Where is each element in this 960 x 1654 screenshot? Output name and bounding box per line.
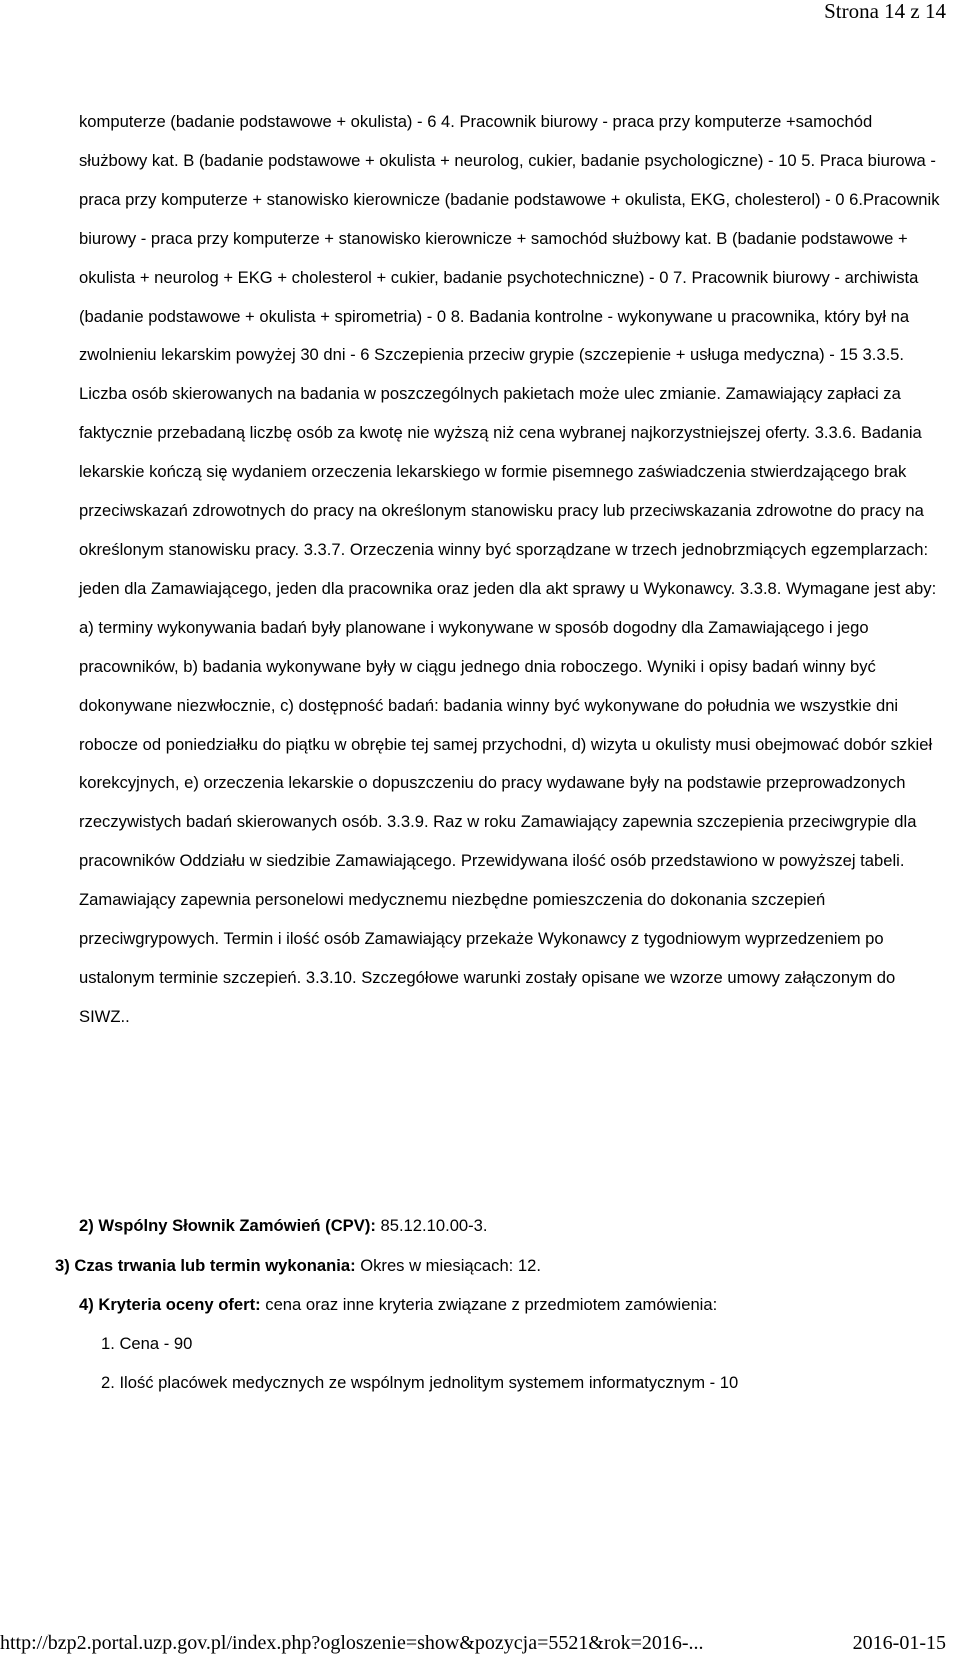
cpv-value: 85.12.10.00-3. [375,1216,488,1235]
criteria-item-facilities: 2. Ilość placówek medycznych ze wspólnym jednolitym systemem informatycznym - 10 [101,1373,739,1392]
footer-url: http://bzp2.portal.uzp.gov.pl/index.php?ogloszenie=show&pozycja=5521&rok=2016-... [0,1632,704,1654]
criteria-line [79,1295,717,1315]
criteria-value: cena oraz inne kryteria związane z przedmiotem zamówienia: [260,1295,718,1314]
criteria-label: 4) Kryteria oceny ofert: [79,1295,261,1314]
duration-label: 3) Czas trwania lub termin wykonania: [55,1256,356,1275]
duration-value: Okres w miesiącach: 12. [355,1256,541,1275]
duration-line [55,1256,541,1276]
footer-date: 2016-01-15 [852,1632,946,1654]
cpv-line [79,1216,488,1236]
body-paragraph: komputerze (badanie podstawowe + okulista) - 6 4. Pracownik biurowy - praca przy komputerze +samochód służbowy kat. B (badanie podstawowe + okulista + neurolog, cukier, badanie psychologiczne) - 10 5. Praca biurowa -praca przy komputerze + stanowisko kierownicze (badanie podstawowe + okulista, EKG, cholesterol) - 0 6.Pracownik biurowy - praca przy komputerze + stanowisko kierownicze + samochód służbowy kat. B (badanie podstawowe + okulista + neurolog + EKG + cholesterol + cukier, badanie psychotechniczne) - 0 7. Pracownik biurowy - archiwista (badanie podstawowe + okulista + spirometria) - 0 8. Badania kontrolne - wykonywane u pracownika, który był na zwolnieniu lekarskim powyżej 30 dni - 6 Szczepienia przeciw grypie (szczepienie + usługa medyczna) - 15 3.3.5. Liczba osób skierowanych na badania w poszczególnych pakietach może ulec zmianie. Zamawiający zapłaci za faktycznie przebadaną liczbę osób za kwotę nie wyższą niż cena wybranej najkorzystniejszej oferty. 3.3.6. Badania lekarskie kończą się wydaniem orzeczenia lekarskiego w formie pisemnego zaświadczenia stwierdzającego brak przeciwskazań zdrowotnych do pracy na określonym stanowisku pracy lub przeciwskazania zdrowotne do pracy na określonym stanowisku pracy. 3.3.7. Orzeczenia winny być sporządzane w trzech jednobrzmiących egzemplarzach: jeden dla Zamawiającego, jeden dla pracownika oraz jeden dla akt sprawy u Wykonawcy. 3.3.8. Wymagane jest aby: a) terminy wykonywania badań były planowane i wykonywane w sposób dogodny dla Zamawiającego i jego pracowników, b) badania wykonywane były w ciągu jednego dnia roboczego. Wyniki i opisy badań winny być dokonywane niezwłocznie, c) dostępność badań: badania winny być wykonywane do południa we wszystkie dni robocze od poniedziałku do piątku w obrębie tej samej przychodni, d) wizyta u okulisty musi obejmować dobór szkieł korekcyjnych, e) orzeczenia lekarskie o dopuszczeniu do pracy wydawane były na podstawie przeprowadzonych rzeczywistych badań skierowanych osób. 3.3.9. Raz w roku Zamawiający zapewnia szczepienia przeciwgrypie dla pracowników Oddziału w siedzibie Zamawiającego. Przewidywana ilość osób przedstawiono w powyższej tabeli. Zamawiający zapewnia personelowi medycznemu niezbędne pomieszczenia do dokonania szczepień przeciwgrypowych. Termin i ilość osób Zamawiający przekaże Wykonawcy z tygodniowym wyprzedzeniem po ustalonym terminie szczepień. 3.3.10. Szczegółowe warunki zostały opisane we wzorze umowy załączonym do SIWZ.. [79,112,940,1026]
cpv-label: 2) Wspólny Słownik Zamówień (CPV): [79,1216,376,1235]
page-indicator: Strona 14 z 14 [824,0,946,23]
criteria-item-price: 1. Cena - 90 [101,1334,193,1353]
